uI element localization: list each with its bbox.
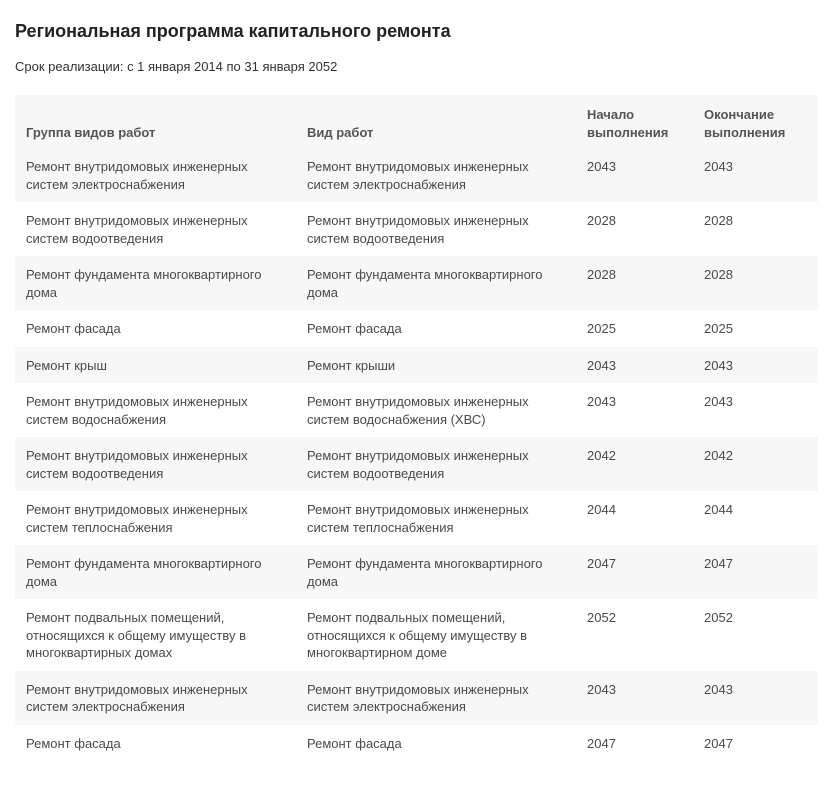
- cell-group: Ремонт внутридомовых инженерных систем водоснабжения: [15, 383, 296, 437]
- table-row: [15, 491, 818, 545]
- works-table: [15, 95, 818, 761]
- cell-group: Ремонт фундамента многоквартирного дома: [15, 256, 296, 310]
- cell-end: 2043: [693, 148, 818, 202]
- cell-group: Ремонт фасада: [15, 310, 296, 347]
- table-row: [15, 383, 818, 437]
- header-end: Окончание выполнения: [693, 95, 818, 148]
- cell-start: 2044: [576, 491, 693, 545]
- cell-start: 2043: [576, 383, 693, 437]
- cell-end: 2043: [693, 347, 818, 384]
- cell-end: 2047: [693, 545, 818, 599]
- cell-group: Ремонт крыш: [15, 347, 296, 384]
- cell-end: 2042: [693, 437, 818, 491]
- cell-type: Ремонт внутридомовых инженерных систем электроснабжения: [296, 671, 576, 725]
- cell-end: 2052: [693, 599, 818, 671]
- cell-type: Ремонт фасада: [296, 310, 576, 347]
- cell-start: 2043: [576, 148, 693, 202]
- cell-type: Ремонт внутридомовых инженерных систем водоснабжения (ХВС): [296, 383, 576, 437]
- cell-start: 2043: [576, 347, 693, 384]
- table-row: [15, 437, 818, 491]
- cell-group: Ремонт внутридомовых инженерных систем водоотведения: [15, 202, 296, 256]
- cell-group: Ремонт фасада: [15, 725, 296, 762]
- cell-group: Ремонт подвальных помещений, относящихся к общему имуществу в многоквартирных домах: [15, 599, 296, 671]
- cell-type: Ремонт внутридомовых инженерных систем водоотведения: [296, 437, 576, 491]
- cell-type: Ремонт фундамента многоквартирного дома: [296, 545, 576, 599]
- cell-start: 2043: [576, 671, 693, 725]
- cell-type: Ремонт внутридомовых инженерных систем электроснабжения: [296, 148, 576, 202]
- table-row: [15, 725, 818, 762]
- cell-start: 2047: [576, 545, 693, 599]
- cell-group: Ремонт внутридомовых инженерных систем электроснабжения: [15, 148, 296, 202]
- cell-group: Ремонт фундамента многоквартирного дома: [15, 545, 296, 599]
- cell-end: 2028: [693, 256, 818, 310]
- cell-start: 2025: [576, 310, 693, 347]
- page-title: Региональная программа капитального ремонта: [15, 21, 451, 41]
- table-row: [15, 310, 818, 347]
- cell-type: Ремонт фундамента многоквартирного дома: [296, 256, 576, 310]
- cell-type: Ремонт внутридомовых инженерных систем водоотведения: [296, 202, 576, 256]
- cell-start: 2042: [576, 437, 693, 491]
- cell-start: 2047: [576, 725, 693, 762]
- table-row: [15, 202, 818, 256]
- cell-end: 2044: [693, 491, 818, 545]
- cell-type: Ремонт подвальных помещений, относящихся к общему имуществу в многоквартирном доме: [296, 599, 576, 671]
- cell-group: Ремонт внутридомовых инженерных систем водоотведения: [15, 437, 296, 491]
- table-row: [15, 545, 818, 599]
- cell-type: Ремонт крыши: [296, 347, 576, 384]
- table-row: [15, 671, 818, 725]
- cell-end: 2025: [693, 310, 818, 347]
- cell-end: 2028: [693, 202, 818, 256]
- table-row: [15, 148, 818, 202]
- table-row: [15, 256, 818, 310]
- cell-end: 2043: [693, 671, 818, 725]
- cell-group: Ремонт внутридомовых инженерных систем электроснабжения: [15, 671, 296, 725]
- program-period: Срок реализации: с 1 января 2014 по 31 января 2052: [15, 59, 338, 74]
- header-row: [15, 95, 818, 148]
- table-row: [15, 347, 818, 384]
- cell-start: 2028: [576, 256, 693, 310]
- cell-start: 2028: [576, 202, 693, 256]
- header-group: Группа видов работ: [15, 95, 296, 148]
- cell-group: Ремонт внутридомовых инженерных систем теплоснабжения: [15, 491, 296, 545]
- table-body: [15, 148, 818, 761]
- cell-type: Ремонт внутридомовых инженерных систем теплоснабжения: [296, 491, 576, 545]
- cell-end: 2043: [693, 383, 818, 437]
- table-header: [15, 95, 818, 148]
- header-type: Вид работ: [296, 95, 576, 148]
- table-row: [15, 599, 818, 671]
- header-start: Начало выполнения: [576, 95, 693, 148]
- cell-end: 2047: [693, 725, 818, 762]
- cell-type: Ремонт фасада: [296, 725, 576, 762]
- cell-start: 2052: [576, 599, 693, 671]
